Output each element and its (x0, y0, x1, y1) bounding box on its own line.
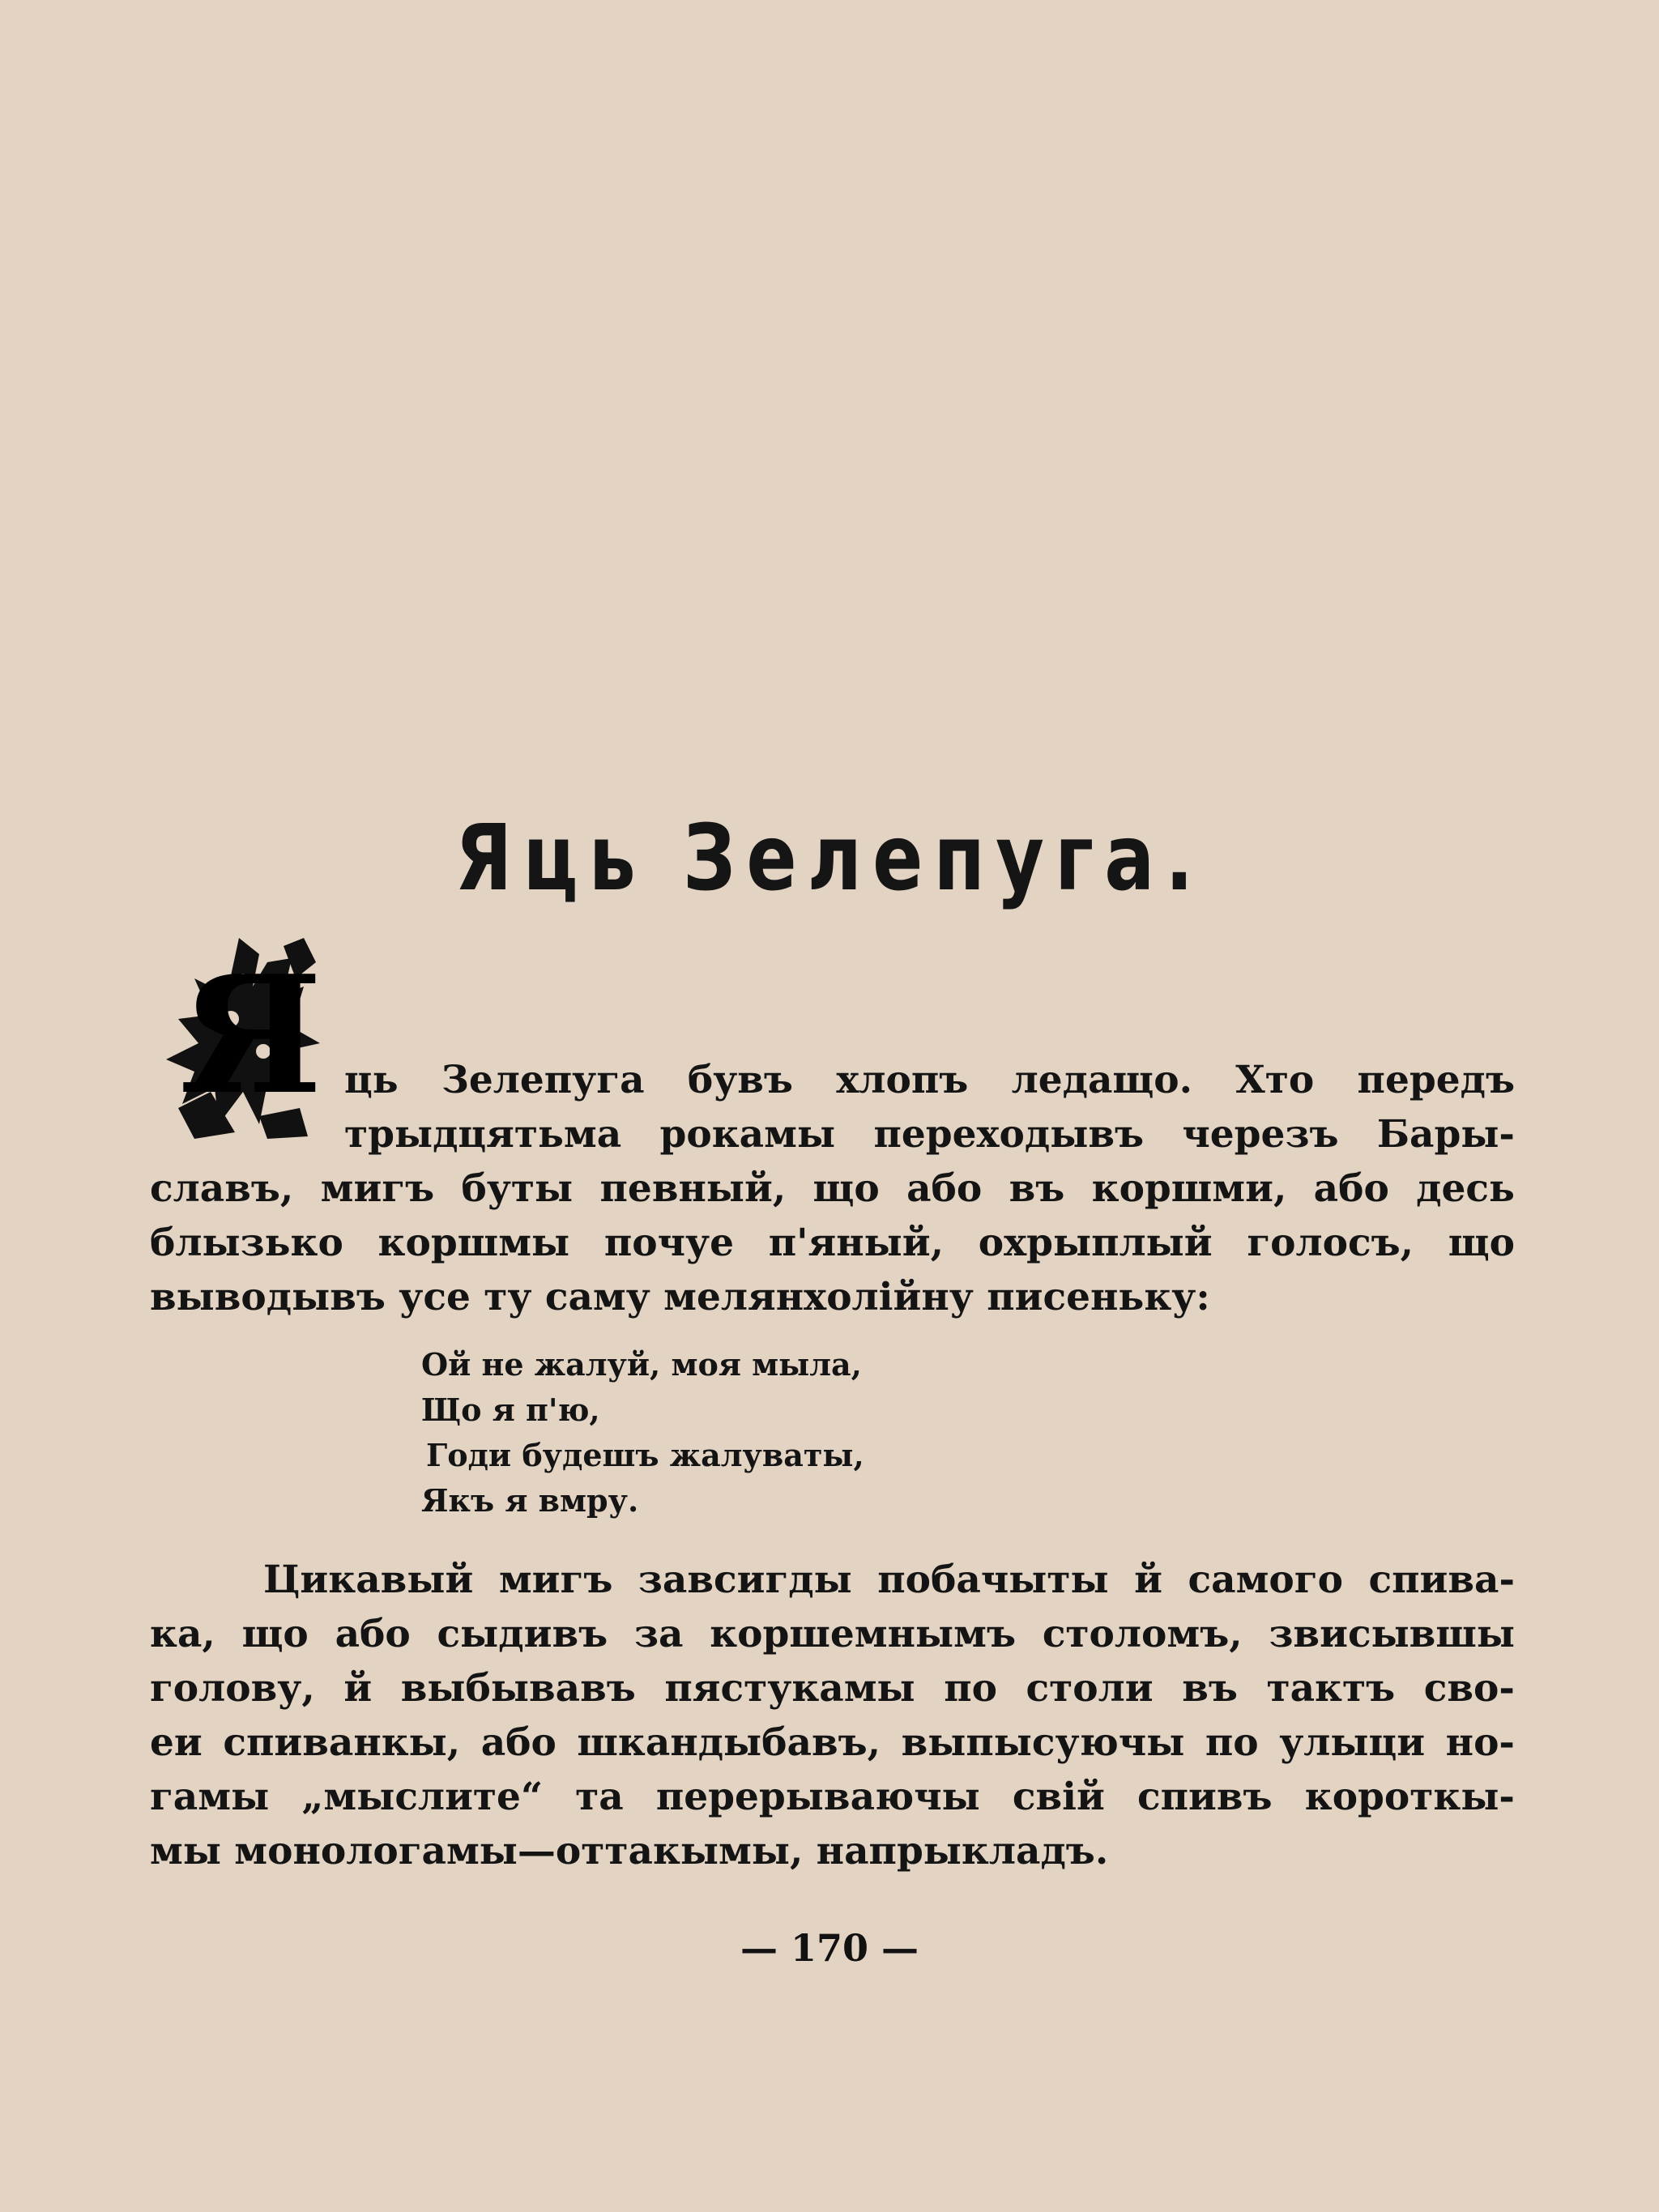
paragraph-1-line: ць Зелепуга бувъ хлопъ ледащо. Хто передъ (344, 1058, 1515, 1102)
page-number: — 170 — (740, 1926, 919, 1970)
paragraph-2-line: гамы „мыслите“ та перерываючы свій спивъ короткы- (150, 1775, 1515, 1819)
paragraph-2-line: мы монологамы—оттакымы, напрыкладъ. (150, 1829, 1109, 1873)
verse-line: Ой не жалуй, моя мыла, (421, 1346, 862, 1383)
page-title: Яць Зелепуга. (454, 806, 1205, 911)
paragraph-1-line: славъ, мигъ буты певный, що або въ коршми, або десь (150, 1166, 1515, 1211)
verse-block (421, 1342, 864, 1524)
paragraph-1 (150, 1053, 1515, 1324)
paragraph-1-line: блызько коршмы почуе п'яный, охрыплый голосъ, що (150, 1221, 1515, 1265)
verse-line: Що я п'ю, (421, 1392, 600, 1428)
paragraph-2 (150, 1553, 1515, 1878)
paragraph-1-line: выводывъ усе ту саму мелянхолійну писеньку: (150, 1275, 1210, 1319)
paragraph-2-line: голову, й выбывавъ пястукамы по столи въ тактъ сво- (150, 1666, 1515, 1711)
verse-line: Годи будешъ жалуваты, (426, 1437, 864, 1473)
paragraph-1-line: трыдцятьма рокамы переходывъ черезъ Бары- (344, 1112, 1515, 1157)
paragraph-2-line: ка, що або сыдивъ за коршемнымъ столомъ, звисывшы (150, 1612, 1515, 1656)
dropcap-letter: Я (179, 940, 323, 1131)
paragraph-2-line: еи спиванкы, або шкандыбавъ, выпысуючы по улыци но- (150, 1720, 1515, 1765)
verse-line: Якъ я вмру. (421, 1482, 639, 1519)
paragraph-2-line: Цикавый мигъ завсигды побачыты й самого спива- (263, 1558, 1515, 1602)
